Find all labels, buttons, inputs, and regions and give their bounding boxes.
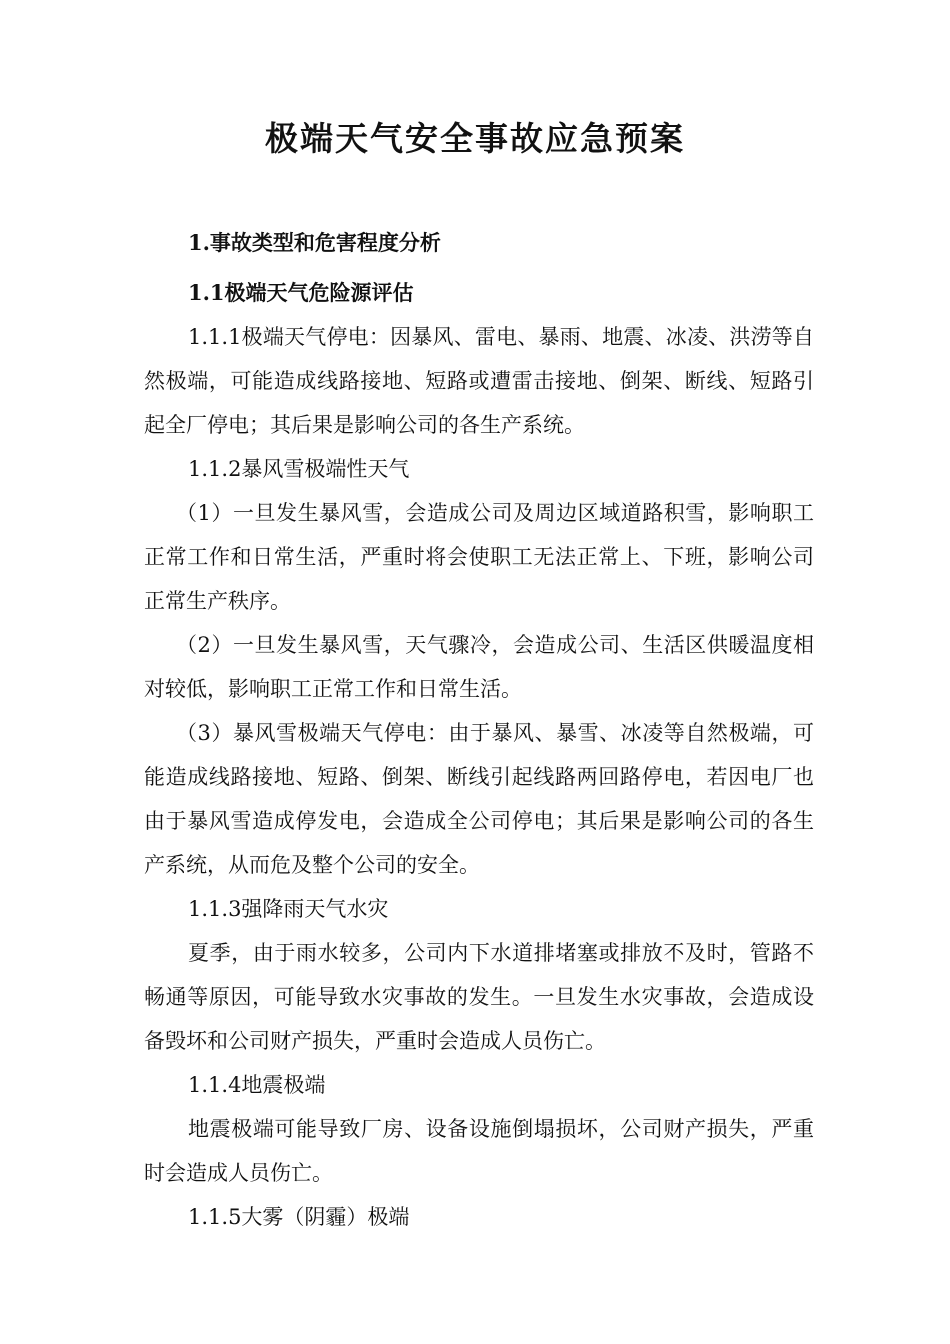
paragraph-1-1-3: 夏季，由于雨水较多，公司内下水道排堵塞或排放不及时，管路不畅通等原因，可能导致水灾事故的发生。一旦发生水灾事故，会造成设备毁坏和公司财产损失，严重时会造成人员伤亡。	[144, 941, 814, 1053]
paragraph-1-1-2-item-1: （1）一旦发生暴风雪，会造成公司及周边区域道路积雪，影响职工正常工作和日常生活，严重时将会使职工无法正常上、下班，影响公司正常生产秩序。	[144, 501, 814, 613]
paragraph-1-1-1: 1.1.1极端天气停电：因暴风、雷电、暴雨、地震、冰凌、洪涝等自然极端，可能造成线路接地、短路或遭雷击接地、倒架、断线、短路引起全厂停电；其后果是影响公司的各生产系统。	[144, 325, 814, 437]
section-heading-1-1: 1.1极端天气危险源评估	[188, 280, 414, 305]
section-heading-1-1-5: 1.1.5大雾（阴霾）极端	[188, 1205, 410, 1229]
paragraph-1-1-4: 地震极端可能导致厂房、设备设施倒塌损坏，公司财产损失，严重时会造成人员伤亡。	[144, 1117, 814, 1185]
section-heading-1-1-4: 1.1.4地震极端	[188, 1073, 326, 1097]
paragraph-1-1-2-item-2: （2）一旦发生暴风雪，天气骤冷，会造成公司、生活区供暖温度相对较低，影响职工正常工作和日常生活。	[144, 633, 814, 701]
paragraph-1-1-2-item-3: （3）暴风雪极端天气停电：由于暴风、暴雪、冰凌等自然极端，可能造成线路接地、短路、倒架、断线引起线路两回路停电，若因电厂也由于暴风雪造成停发电，会造成全公司停电；其后果是影响公司的各生产系统，从而危及整个公司的安全。	[144, 721, 814, 877]
document-body	[144, 221, 814, 1239]
document-title: 极端天气安全事故应急预案	[265, 119, 685, 158]
section-heading-1: 1.事故类型和危害程度分析	[188, 230, 441, 255]
section-heading-1-1-3: 1.1.3强降雨天气水灾	[188, 897, 389, 921]
section-heading-1-1-2: 1.1.2暴风雪极端性天气	[188, 457, 410, 481]
